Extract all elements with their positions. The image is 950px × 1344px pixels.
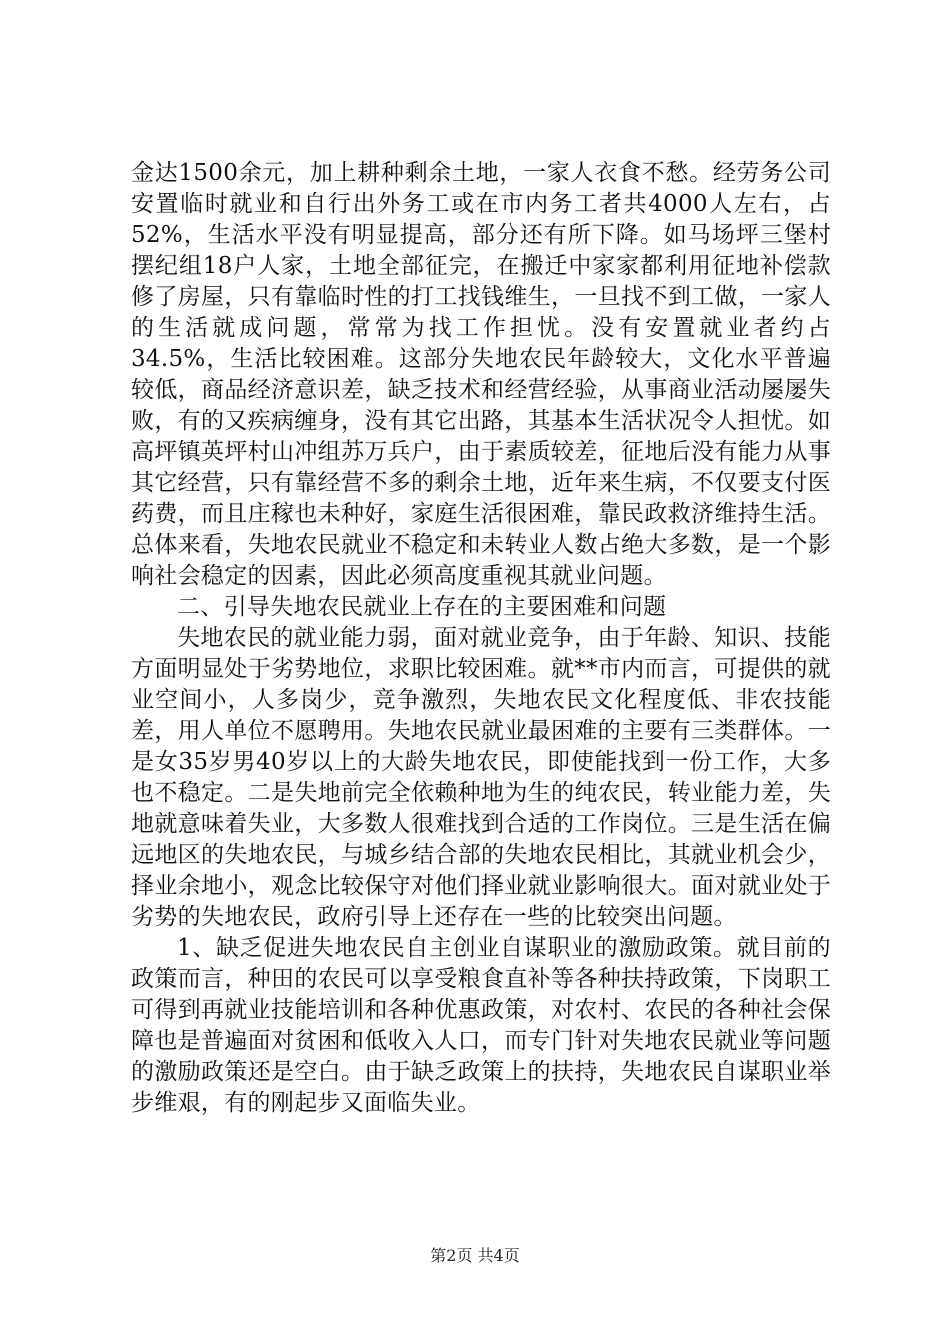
section-heading: 二、引导失地农民就业上存在的主要困难和问题 <box>177 594 667 620</box>
paragraph-policy: 1、缺乏促进失地农民自主创业自谋职业的激励政策。就目前的政策而言，种田的农民可以享受粮食直补等各种扶持政策，下岗职工可得到再就业技能培训和各种优惠政策，对农村、农民的各种社会保障也是普遍面对贫困和低收入人口，而专门针对失地农民就业等问题的激励政策还是空白。由于缺乏政策上的扶持，失地农民自谋职业举步维艰，有的刚起步又面临失业。 <box>131 935 831 1116</box>
paragraph-difficulties: 失地农民的就业能力弱，面对就业竞争，由于年龄、知识、技能方面明显处于劣势地位，求职比较困难。就**市内而言，可提供的就业空间小，人多岗少，竞争激烈，失地农民文化程度低、非农技能差，用人单位不愿聘用。失地农民就业最困难的主要有三类群体。一是女35岁男40岁以上的大龄失地农民，即使能找到一份工作，大多也不稳定。二是失地前完全依赖种地为生的纯农民，转业能力差，失地就意味着失业，大多数人很难找到合适的工作岗位。三是生活在偏远地区的失地农民，与城乡结合部的失地农民相比，其就业机会少，择业余地小，观念比较保守对他们择业就业影响很大。面对就业处于劣势的失地农民，政府引导上还存在一些的比较突出问题。 <box>131 625 831 930</box>
paragraph-continuation: 金达1500余元，加上耕种剩余土地，一家人衣食不愁。经劳务公司安置临时就业和自行出外务工或在市内务工者共4000人左右，占52%，生活水平没有明显提高，部分还有所下降。如马场坪三堡村摆纪组18户人家，土地全部征完，在搬迁中家家都利用征地补偿款修了房屋，只有靠临时性的打工找钱维生，一旦找不到工做，一家人的生活就成问题，常常为找工作担忧。没有安置就业者约占34.5%，生活比较困难。这部分失地农民年龄较大，文化水平普遍较低，商品经济意识差，缺乏技术和经营经验，从事商业活动屡屡失败，有的又疾病缠身，没有其它出路，其基本生活状况令人担忧。如高坪镇英坪村山冲组苏万兵户，由于素质较差，征地后没有能力从事其它经营，只有靠经营不多的剩余土地，近年来生病，不仅要支付医药费，而且庄稼也未种好，家庭生活很困难，靠民政救济维持生活。总体来看，失地农民就业不稳定和未转业人数占绝大多数，是一个影响社会稳定的因素，因此必须高度重视其就业问题。 <box>131 160 831 589</box>
document-body <box>131 158 831 1119</box>
page-footer: 第2页 共4页 <box>430 1246 520 1265</box>
